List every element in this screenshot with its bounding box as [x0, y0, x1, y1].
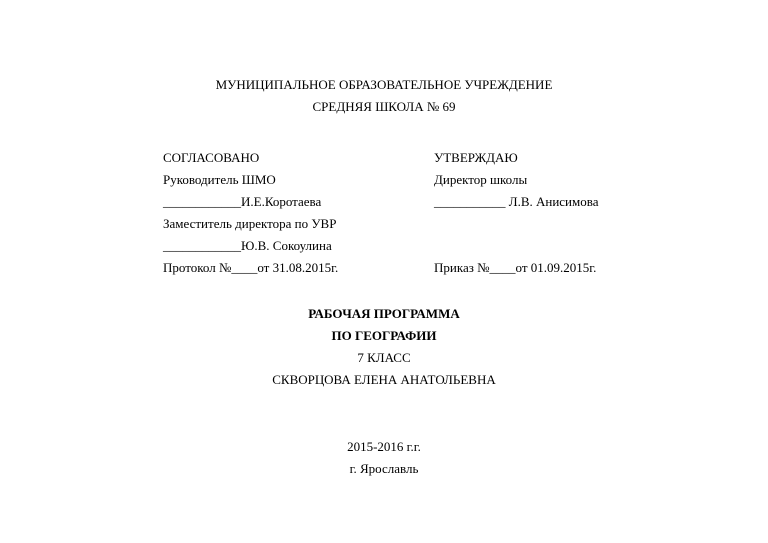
order-line: Приказ №____от 01.09.2015г. — [434, 260, 597, 275]
program-grade: 7 КЛАСС — [357, 350, 411, 365]
deputy-director-signature: ____________Ю.В. Сокоулина — [163, 238, 332, 253]
director-signature: ___________ Л.В. Анисимова — [434, 194, 599, 209]
city-name: г. Ярославль — [349, 461, 419, 476]
approved-heading: УТВЕРЖДАЮ — [434, 150, 518, 165]
shmo-head-signature: ____________И.Е.Коротаева — [163, 194, 322, 209]
agreed-heading: СОГЛАСОВАНО — [163, 150, 260, 165]
institution-name-line2: СРЕДНЯЯ ШКОЛА № 69 — [312, 99, 456, 114]
director-role: Директор школы — [434, 172, 528, 187]
protocol-line: Протокол №____от 31.08.2015г. — [163, 260, 339, 275]
program-author: СКВОРЦОВА ЕЛЕНА АНАТОЛЬЕВНА — [272, 372, 496, 387]
program-title-line2: ПО ГЕОГРАФИИ — [331, 328, 437, 343]
deputy-director-role: Заместитель директора по УВР — [163, 216, 337, 231]
shmo-head-role: Руководитель ШМО — [163, 172, 276, 187]
program-title-line1: РАБОЧАЯ ПРОГРАММА — [308, 306, 460, 321]
institution-name-line1: МУНИЦИПАЛЬНОЕ ОБРАЗОВАТЕЛЬНОЕ УЧРЕЖДЕНИЕ — [215, 77, 553, 92]
academic-years: 2015-2016 г.г. — [347, 439, 421, 454]
